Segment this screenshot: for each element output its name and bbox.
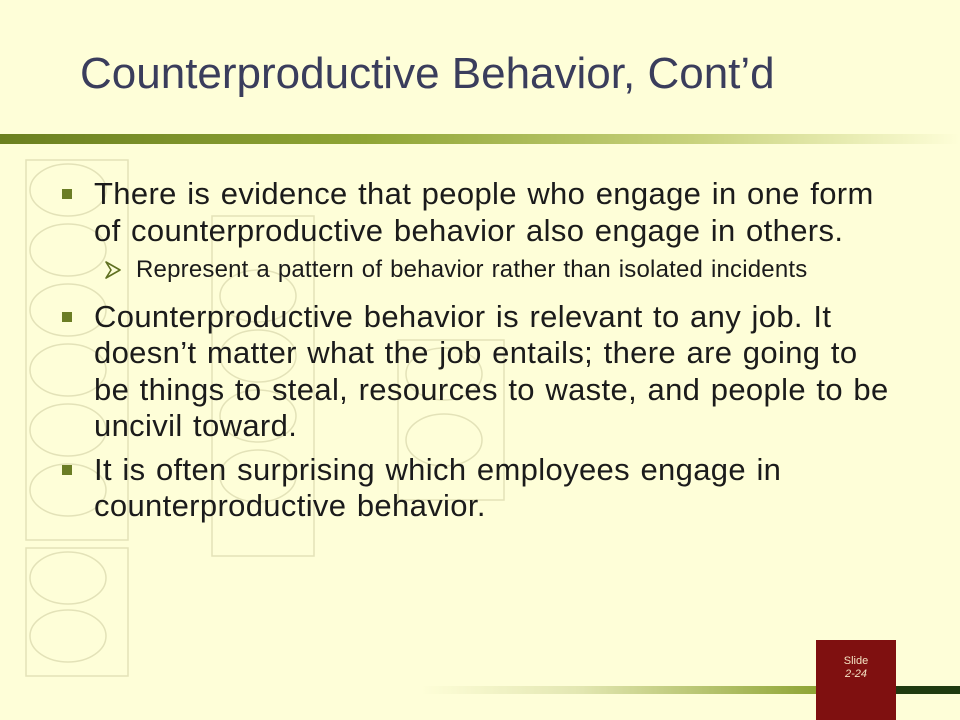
slide-number: 2-24	[844, 668, 868, 680]
slide-title: Counterproductive Behavior, Cont’d	[80, 49, 775, 98]
bullet-text: Counterproductive behavior is relevant to any job. It doesn’t matter what the job entails; there are going to be things to steal, resources to waste, and people to be uncivil toward.	[94, 298, 889, 443]
footer-line-end	[896, 686, 960, 694]
footer-line	[420, 686, 816, 694]
sub-bullet-item	[60, 256, 900, 285]
slide-word: Slide	[843, 655, 869, 667]
bullet-item	[60, 176, 900, 249]
square-bullet-icon	[62, 465, 72, 475]
slide-number-badge	[816, 640, 896, 720]
slide-content	[60, 176, 900, 532]
bullet-item	[60, 299, 900, 445]
title-underline	[0, 134, 960, 144]
bullet-text: There is evidence that people who engage in one form of counterproductive behavior also engage in others.	[94, 176, 874, 248]
arrow-bullet-icon	[104, 261, 122, 279]
bullet-text: It is often surprising which employees engage in counterproductive behavior.	[94, 451, 782, 523]
sub-bullet-text: Represent a pattern of behavior rather than isolated incidents	[136, 256, 808, 283]
bullet-item	[60, 452, 900, 525]
square-bullet-icon	[62, 312, 72, 322]
square-bullet-icon	[62, 189, 72, 199]
